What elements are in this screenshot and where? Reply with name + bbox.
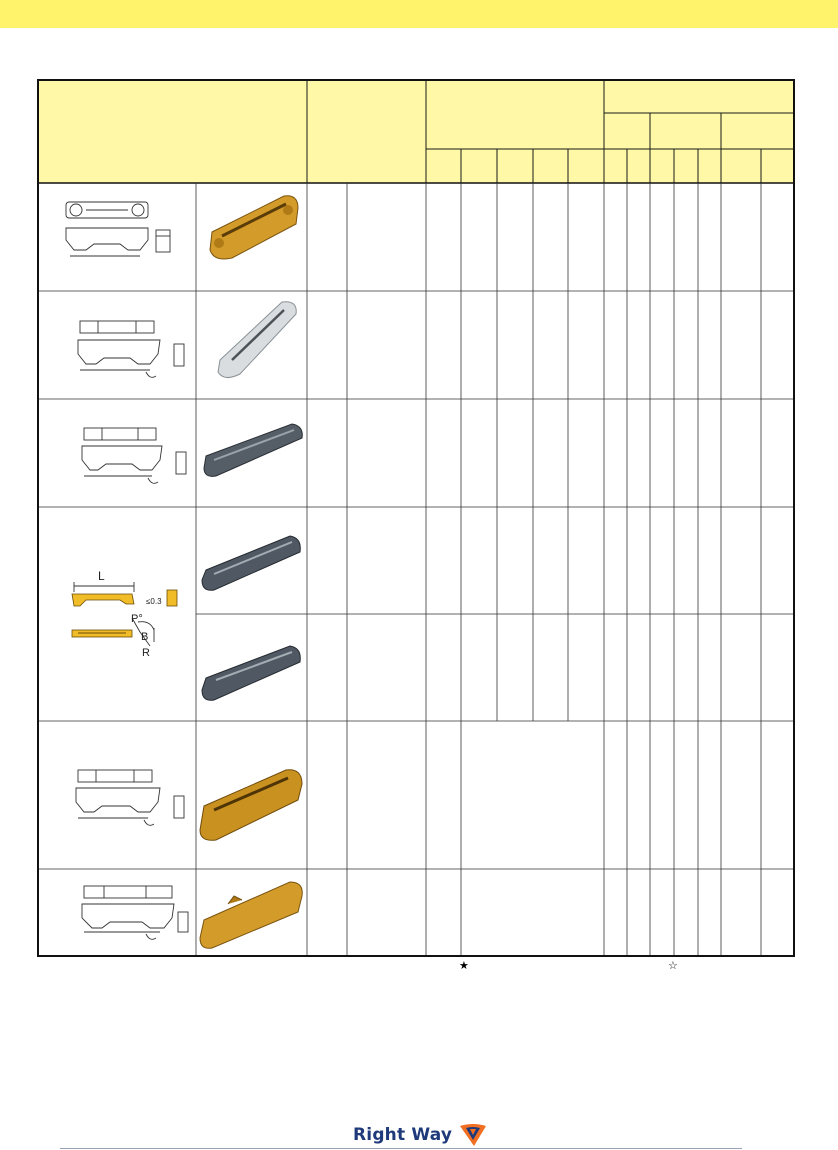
dimensioned-insert-drawing-icon [72,582,177,646]
gold-insert-photo-icon [200,882,302,948]
body-column-lines [196,183,761,956]
gray-insert-photo-icon [202,536,300,590]
dimension-width-label: B [141,631,149,643]
footer-brand [353,1122,488,1148]
insert-line-drawing-icon [78,321,184,377]
insert-line-drawing-icon [66,202,170,256]
dimension-radius-label: R [142,647,150,659]
footer-rule [60,1148,742,1149]
gray-insert-photo-icon [202,646,300,700]
silver-insert-photo-icon [218,302,296,378]
open-star-legend-icon: ☆ [668,960,678,972]
right-way-logo-icon [458,1122,488,1148]
insert-line-drawing-icon [76,770,184,825]
dimension-angle-label: P° [131,613,143,625]
filled-star-legend-icon: ★ [459,960,469,972]
insert-line-drawing-icon [82,886,188,939]
dimension-length-label: L [98,569,105,583]
brand-name: Right Way [353,1125,453,1145]
table-frame [38,80,794,956]
dimension-tolerance-label: ≤0.3 [146,597,162,606]
gold-insert-photo-icon [210,196,298,259]
gray-insert-photo-icon [204,424,302,476]
gold-insert-photo-icon [200,770,302,841]
insert-line-drawing-icon [82,428,186,483]
table-header-background [38,80,794,183]
